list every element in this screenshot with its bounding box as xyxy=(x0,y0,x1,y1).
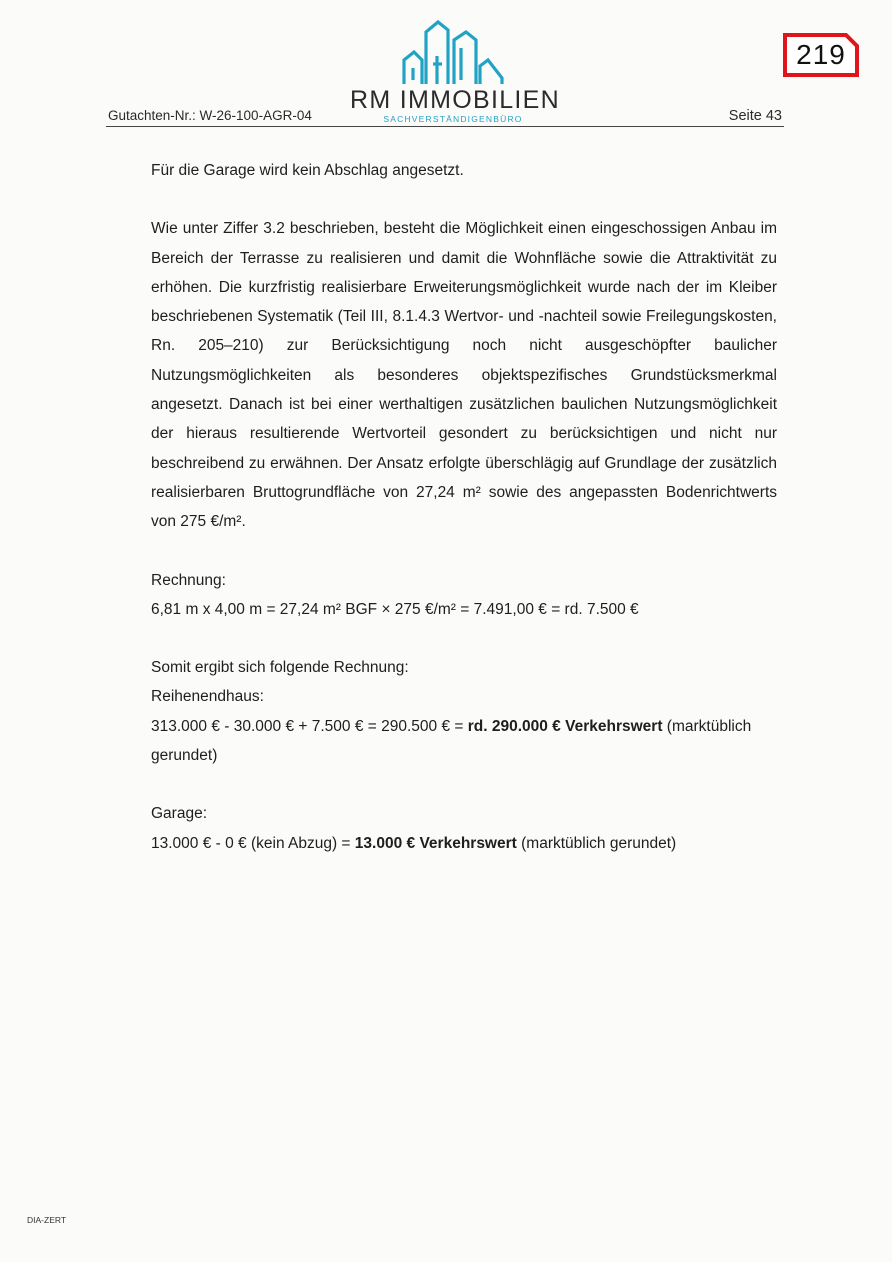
buildings-logo-icon xyxy=(398,18,508,86)
house-calc-text: 313.000 € - 30.000 € + 7.500 € = 290.500 € = xyxy=(151,717,468,735)
house-market-value: rd. 290.000 € Verkehrswert xyxy=(467,717,663,735)
company-logo xyxy=(350,18,560,126)
garage-calculation xyxy=(151,829,777,858)
header-divider xyxy=(106,126,784,127)
document-body xyxy=(151,156,777,858)
garage-rounding-note: (marktüblich gerundet) xyxy=(516,834,677,852)
house-calculation xyxy=(151,712,777,771)
paragraph-garage-no-deduction: Für die Garage wird kein Abschlag angesetzt. xyxy=(151,162,464,179)
summary-intro: Somit ergibt sich folgende Rechnung: xyxy=(151,659,409,677)
garage-label: Garage: xyxy=(151,805,208,823)
house-label: Reihenendhaus: xyxy=(151,688,264,706)
logo-subtitle: SACHVERSTÄNDIGENBÜRO xyxy=(383,114,523,124)
calculation-line: 6,81 m x 4,00 m = 27,24 m² BGF × 275 €/m² = 7.491,00 € = rd. 7.500 € xyxy=(151,600,639,618)
garage-market-value: 13.000 € Verkehrswert xyxy=(354,834,517,852)
page-number-stamp xyxy=(782,32,860,78)
stamp-number: 219 xyxy=(796,39,846,70)
page-label: Seite 43 xyxy=(728,108,782,124)
logo-wordmark: RM IMMOBILIEN xyxy=(350,86,560,114)
certification-mark: DIA-ZERT xyxy=(27,1215,67,1225)
paragraph-extension-option: Wie unter Ziffer 3.2 beschrieben, besteht die Möglichkeit einen eingeschossigen Anbau im Bereich der Terrasse zu realisieren und damit die Wohnfläche sowie die Attraktivität zu erhöhen. Die kurzfristig realisierbare Erweiterungsmöglichkeit wurde nach der im Kleiber beschriebenen Systematik (Teil III, 8.1.4.3 Wertvor- und -nachteil sowie Freilegungskosten, Rn. 205–210) zur Berücksichtigung noch nicht ausgeschöpfter baulicher Nutzungsmöglichkeiten als besonderes objektspezifisches Grundstücksmerkmal angesetzt. Danach ist bei einer werthaltigen zusätzlichen baulichen Nutzungsmöglichkeit der hieraus resultierende Wertvorteil gesondert zu berücksichtigen und nicht nur beschreibend zu erwähnen. Der Ansatz erfolgte überschlägig auf Grundlage der zusätzlich realisierbaren Bruttogrundfläche von 27,24 m² sowie des angepassten Bodenrichtwerts von 275 €/m². xyxy=(151,220,777,531)
report-reference: Gutachten-Nr.: W-26-100-AGR-04 xyxy=(108,108,312,123)
garage-calc-text: 13.000 € - 0 € (kein Abzug) = xyxy=(151,834,355,852)
calculation-label: Rechnung: xyxy=(151,571,226,589)
house-rounding-note: (marktüblich gerundet) xyxy=(151,717,752,765)
